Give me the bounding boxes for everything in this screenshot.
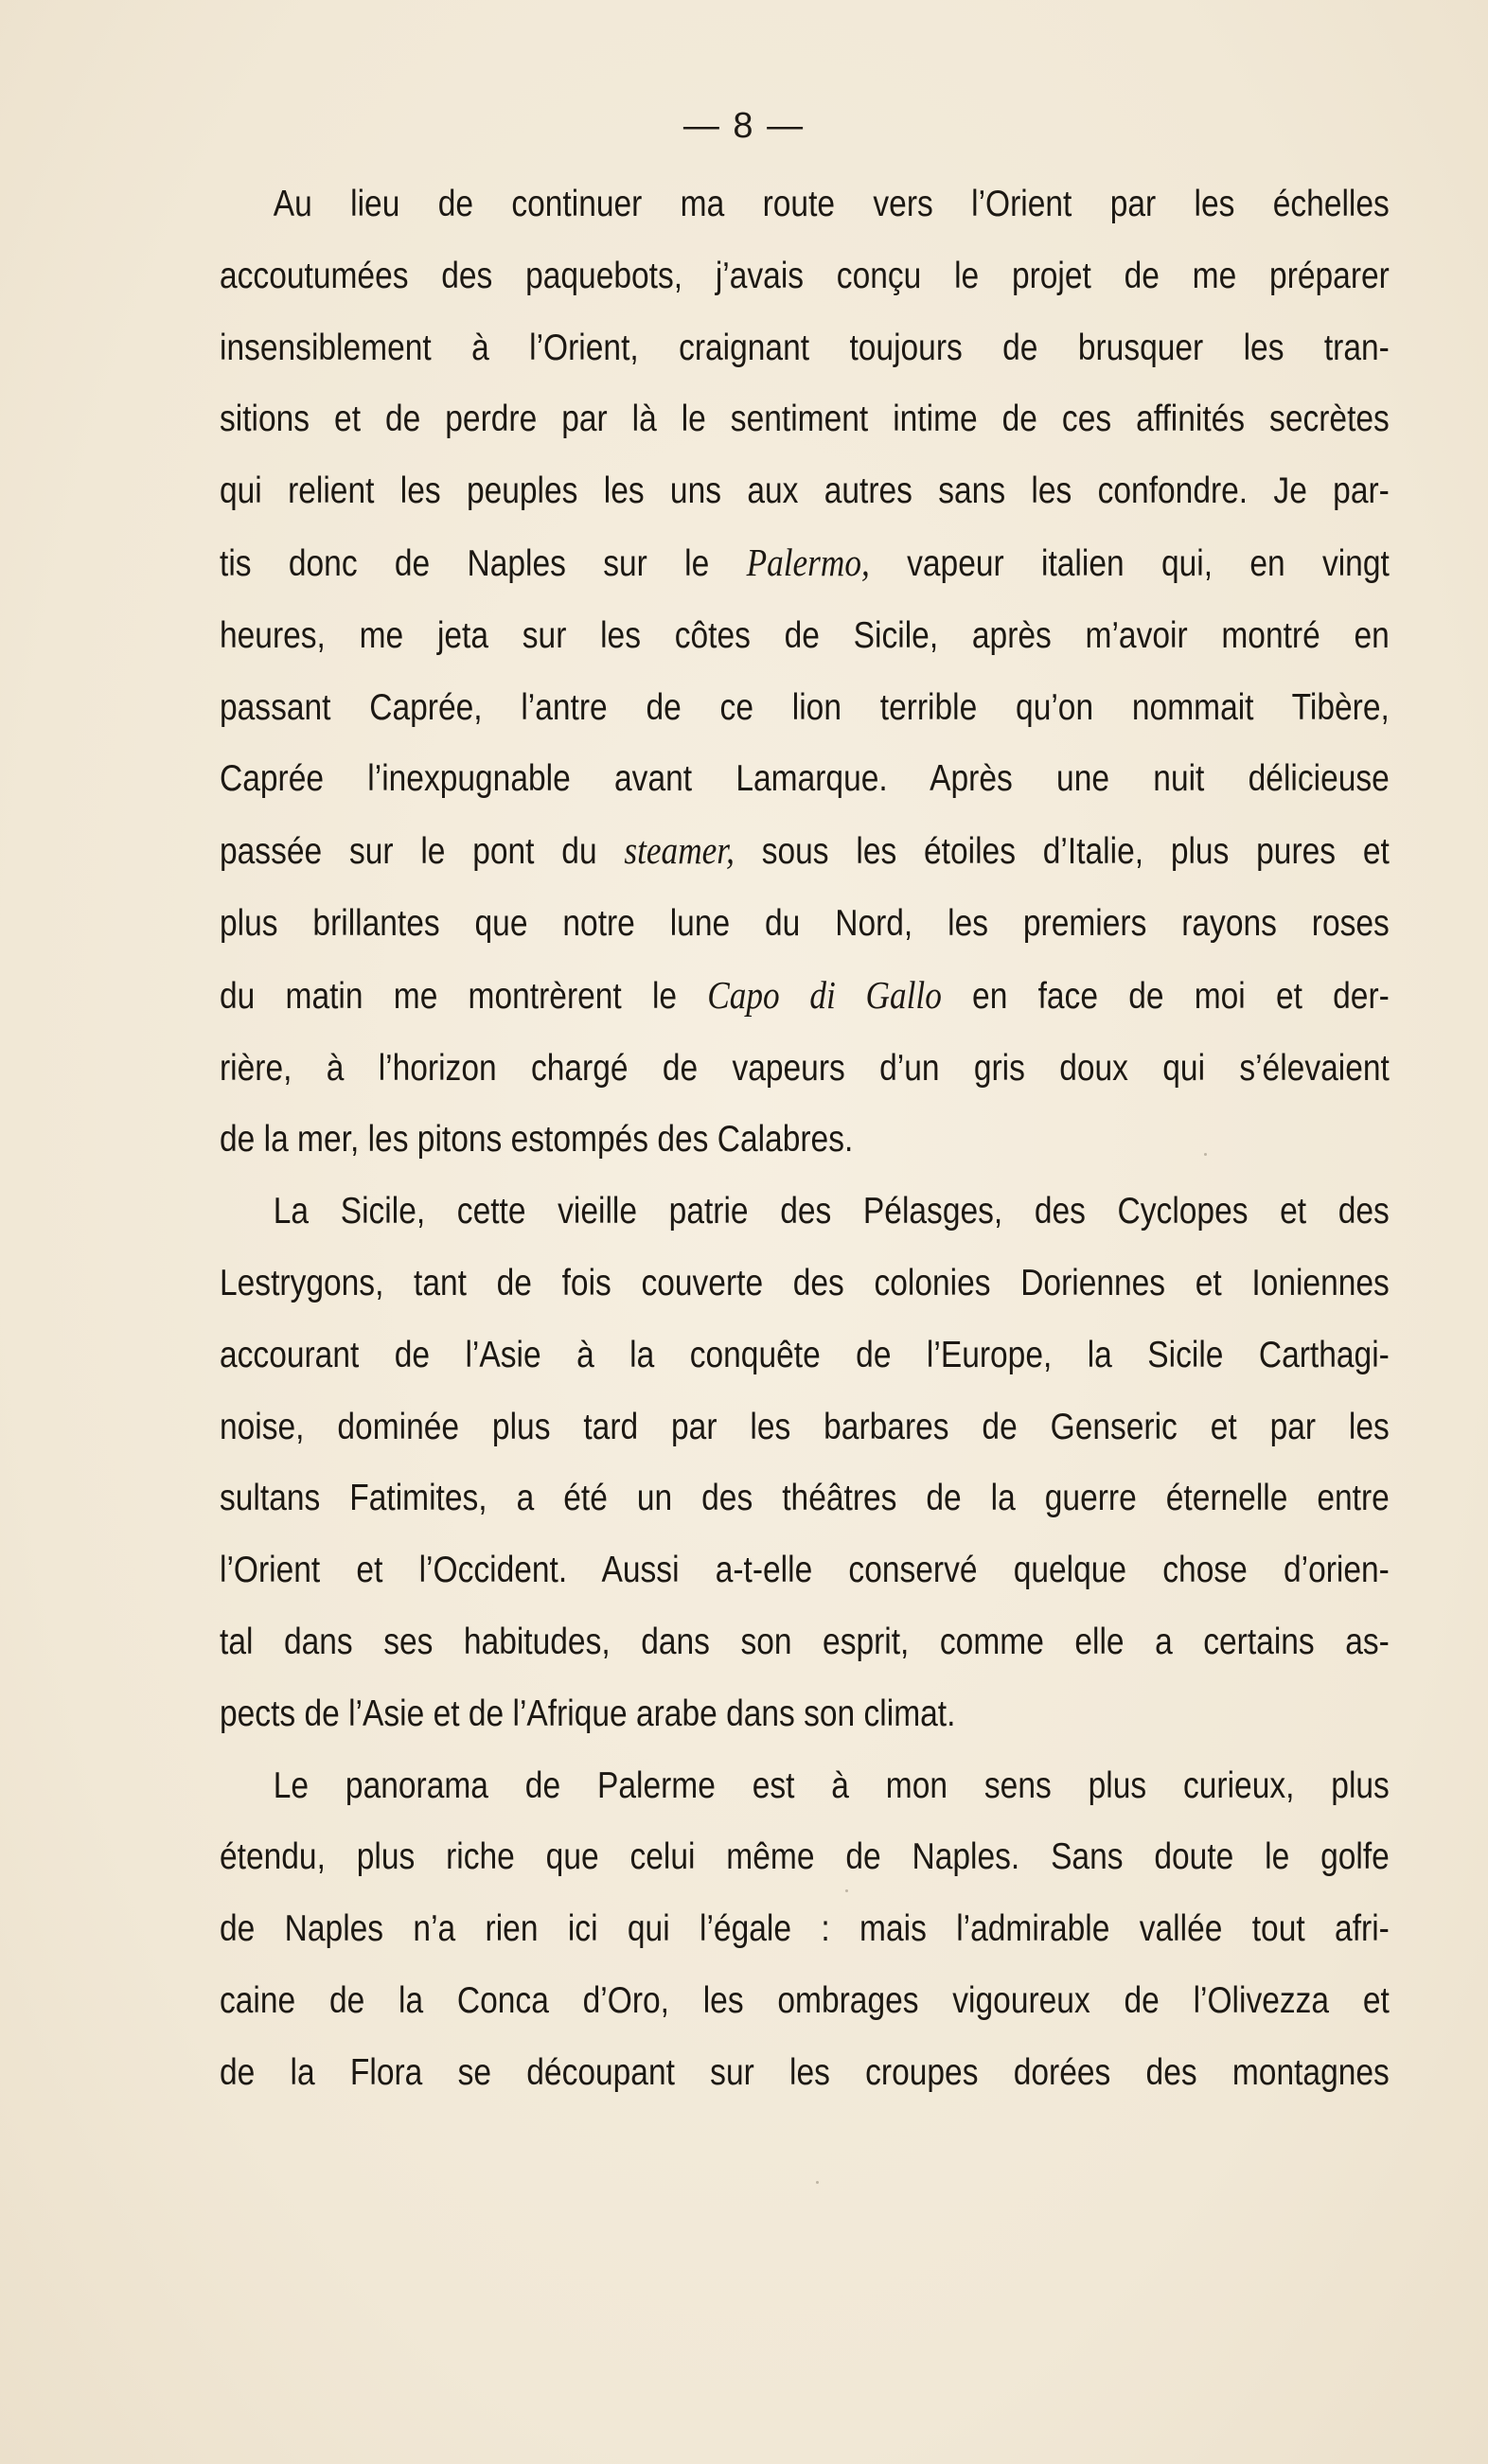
text-line: Le panorama de Palerme est à mon sens plus curieux, plus [273, 1764, 1390, 1806]
italic-term: steamer, [624, 828, 735, 873]
text-line: du matin me montrèrent le Capo di Gallo en face de moi et der- [220, 972, 1390, 1017]
text-line: passant Caprée, l’antre de ce lion terrible qu’on nommait Tibère, [220, 686, 1390, 728]
body-text [220, 168, 1390, 2109]
text-line: passée sur le pont du steamer, sous les étoiles d’Italie, plus pures et [220, 828, 1390, 873]
text-line: tal dans ses habitudes, dans son esprit, comme elle a certains as- [220, 1621, 1390, 1662]
text-line: pects de l’Asie et de l’Afrique arabe dans son climat. [220, 1693, 956, 1734]
text-line: de la mer, les pitons estompés des Calabres. [220, 1119, 854, 1161]
text-line: plus brillantes que notre lune du Nord, les premiers rayons roses [220, 902, 1390, 944]
text-line: sitions et de perdre par là le sentiment intime de ces affinités secrètes [220, 399, 1390, 440]
text-line: de Naples n’a rien ici qui l’égale : mais l’admirable vallée tout afri- [220, 1908, 1390, 1950]
page-number: — 8 — [682, 106, 806, 146]
text-line: La Sicile, cette vieille patrie des Pélasges, des Cyclopes et des [273, 1191, 1390, 1232]
text-line: accourant de l’Asie à la conquête de l’Europe, la Sicile Carthagi- [220, 1334, 1390, 1375]
paper-speck [816, 2181, 819, 2184]
text-line: sultans Fatimites, a été un des théâtres de la guerre éternelle entre [220, 1478, 1390, 1519]
text-line: Caprée l’inexpugnable avant Lamarque. Après une nuit délicieuse [220, 758, 1390, 800]
text-line: rière, à l’horizon chargé de vapeurs d’un gris doux qui s’élevaient [220, 1047, 1390, 1089]
text-line: caine de la Conca d’Oro, les ombrages vigoureux de l’Olivezza et [220, 1979, 1390, 2021]
italic-term: Palermo, [746, 540, 870, 584]
paper-speck [1204, 1153, 1207, 1156]
text-line: l’Orient et l’Occident. Aussi a-t-elle conservé quelque chose d’orien- [220, 1550, 1390, 1591]
text-line: heures, me jeta sur les côtes de Sicile, après m’avoir montré en [220, 614, 1390, 656]
text-line: qui relient les peuples les uns aux autres sans les confondre. Je par- [220, 470, 1390, 512]
text-line: de la Flora se découpant sur les croupes dorées des montagnes [220, 2051, 1390, 2093]
text-line: étendu, plus riche que celui même de Naples. Sans doute le golfe [220, 1836, 1390, 1878]
text-line: noise, dominée plus tard par les barbares de Genseric et par les [220, 1406, 1390, 1447]
paragraph [220, 168, 1390, 1176]
text-line: Au lieu de continuer ma route vers l’Orient par les échelles [273, 184, 1390, 224]
text-line: tis donc de Naples sur le Palermo, vapeur italien qui, en vingt [220, 540, 1390, 584]
paper-speck [845, 1889, 848, 1892]
paragraph [220, 1750, 1390, 2109]
italic-term: Capo di Gallo [707, 972, 942, 1017]
text-line: Lestrygons, tant de fois couverte des colonies Doriennes et Ioniennes [220, 1262, 1390, 1303]
paragraph [220, 1176, 1390, 1749]
text-line: accoutumées des paquebots, j’avais conçu le projet de me préparer [220, 255, 1390, 296]
text-line: insensiblement à l’Orient, craignant toujours de brusquer les tran- [220, 327, 1390, 368]
